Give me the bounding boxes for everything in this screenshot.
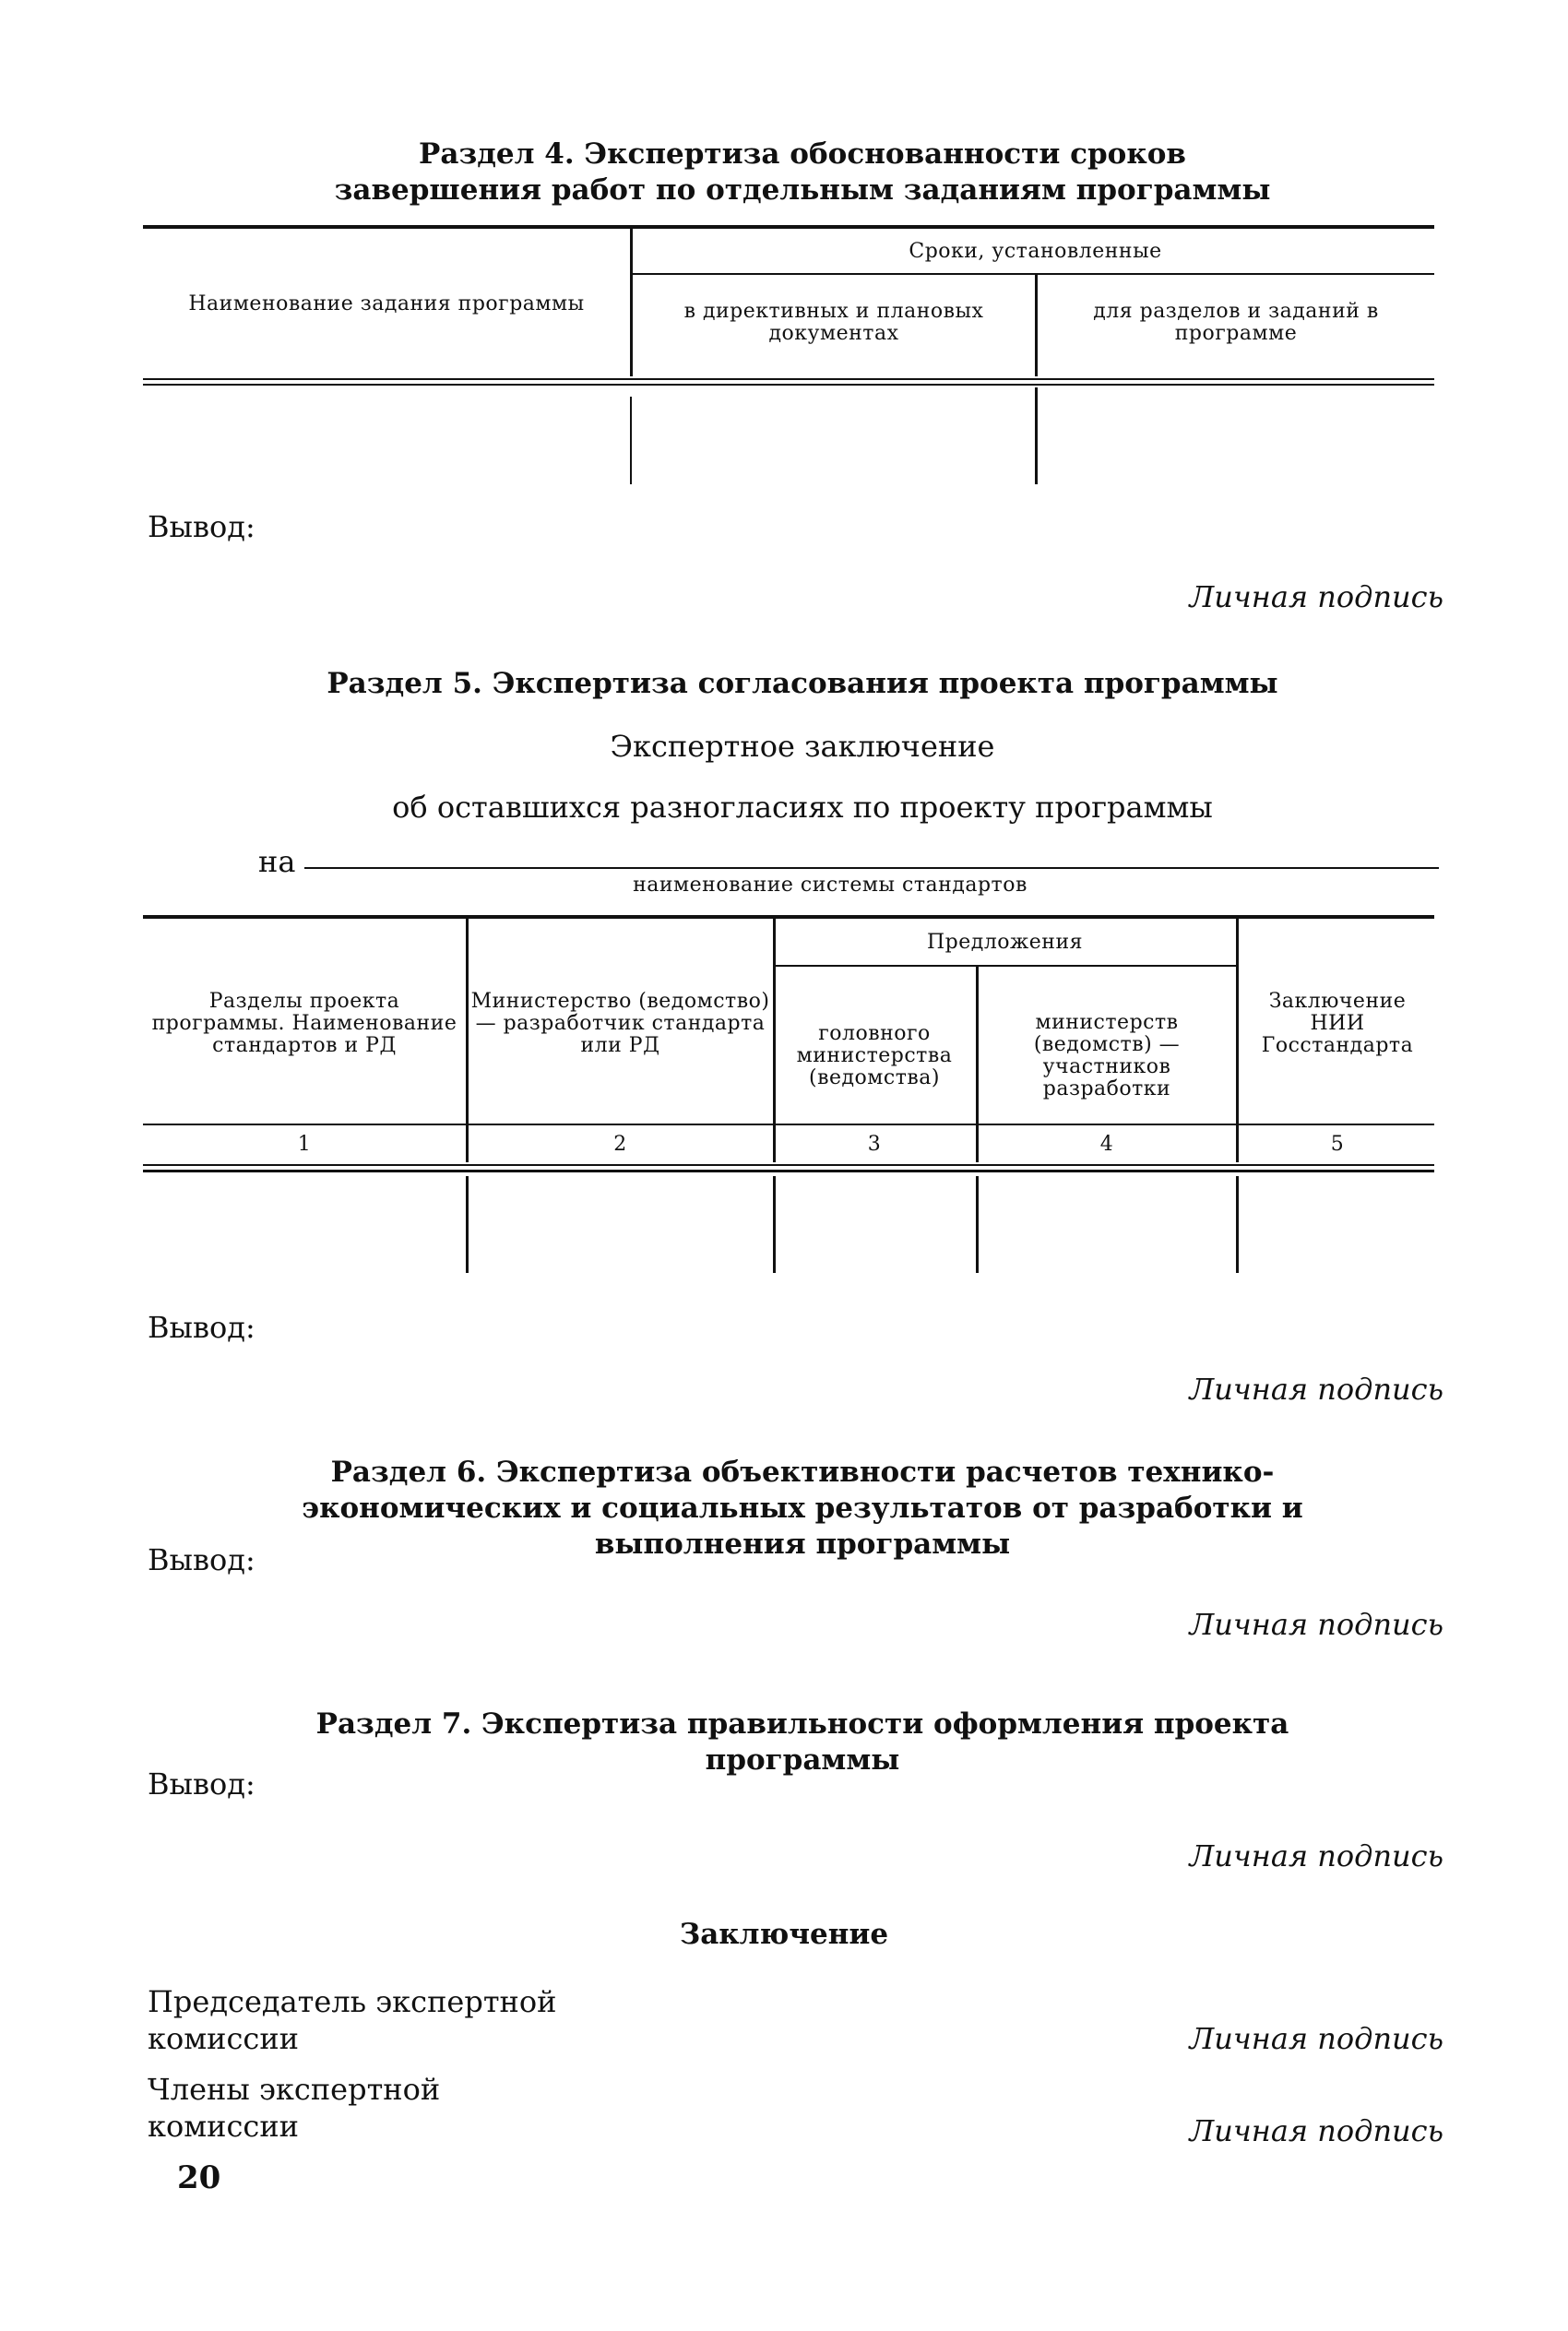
table5-header-col4: министерств (ведомств) — участников разработки [1033,1011,1181,1100]
na-label: на [258,844,296,879]
section7-conclusion-label: Вывод: [148,1766,255,1802]
section4-signature: Личная подпись [1189,579,1443,614]
table4-header-directive: в директивных и плановых документах [683,300,984,345]
chairman-signature: Личная подпись [1189,2021,1443,2056]
chairman-label: Председатель экспертной комиссии [148,1984,557,2056]
table5-number-4: 4 [1099,1133,1114,1156]
section6-title: Раздел 6. Экспертиза объективности расчетов технико-экономических и социальных результатов от разработки и выполнения программы [302,1456,1303,1561]
members-signature: Личная подпись [1189,2113,1443,2148]
section5-title: Раздел 5. Экспертиза согласования проекта программы [327,667,1278,700]
section5-subtitle1: Экспертное заключение [610,729,995,764]
section7-signature: Личная подпись [1189,1838,1443,1873]
final-title: Заключение [679,1918,889,1951]
section4-title: Раздел 4. Экспертиза обоснованности сроков завершения работ по отдельным заданиям программы [334,137,1271,207]
section7-title: Раздел 7. Экспертиза правильности оформления проекта программы [315,1707,1289,1777]
page-number: 20 [177,2159,221,2196]
table5-number-2: 2 [613,1133,627,1156]
section6-conclusion-label: Вывод: [148,1542,255,1577]
table5-header-col1: Разделы проекта программы. Наименование стандартов и РД [151,990,457,1057]
section4-conclusion-label: Вывод: [148,509,255,544]
table5-header-col3: головного министерства (ведомства) [796,1022,953,1089]
table5-number-1: 1 [297,1133,312,1156]
table4-header-name: Наименование задания программы [188,292,585,315]
section5-subtitle2: об оставшихся разногласиях по проекту программы [392,790,1213,825]
na-caption: наименование системы стандартов [633,874,1028,897]
table5-number-3: 3 [867,1133,882,1156]
na-blank-line [304,867,1439,869]
section5-signature: Личная подпись [1189,1372,1443,1407]
table5-header-col5: Заключение НИИ Госстандарта [1261,990,1414,1057]
table5-header-col2: Министерство (ведомство) — разработчик стандарта или РД [470,990,770,1057]
table5-header-group: Предложения [926,931,1084,954]
table5-number-5: 5 [1330,1133,1345,1156]
table4-header-program: для разделов и заданий в программе [1093,300,1379,345]
table4-header-group: Сроки, установленные [909,240,1162,263]
members-label: Члены экспертной комиссии [148,2072,441,2144]
section5-conclusion-label: Вывод: [148,1310,255,1345]
section6-signature: Личная подпись [1189,1607,1443,1642]
